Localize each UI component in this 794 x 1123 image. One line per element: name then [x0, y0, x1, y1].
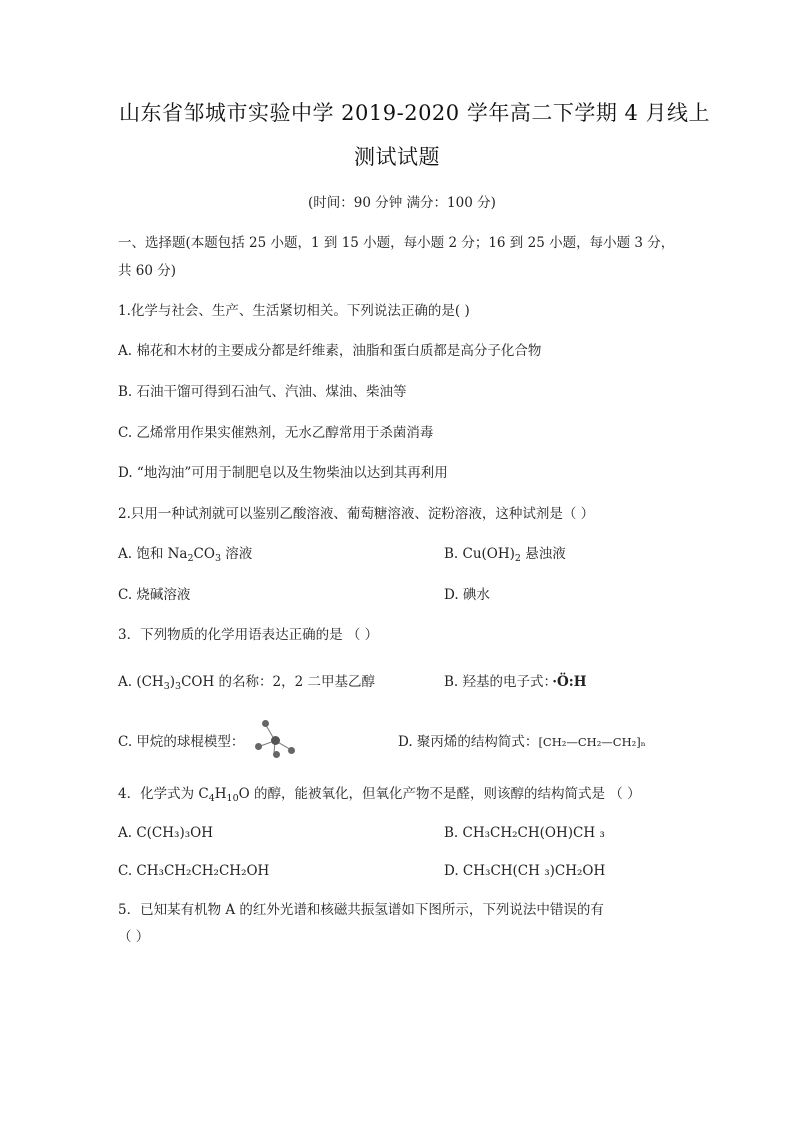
- question-1-stem: 1.化学与社会、生产、生活紧切相关。下列说法正确的是( ): [118, 303, 470, 319]
- question-2-option-b: B. $Cu(OH)_2$ 悬浊液: [444, 546, 566, 564]
- question-5-stem: 5．已知某有机物 A 的红外光谱和核磁共振氢谱如下图所示，下列说法中错误的有: [118, 902, 604, 918]
- question-1-option-a: A. 棉花和木材的主要成分都是纤维素，油脂和蛋白质都是高分子化合物: [118, 343, 542, 359]
- question-2-stem: 2.只用一种试剂就可以鉴别乙酸溶液、葡萄糖溶液、淀粉溶液，这种试剂是（ ）: [118, 506, 595, 522]
- question-1-option-d: D. “地沟油”可用于制肥皂以及生物柴油以达到其再利用: [118, 465, 448, 481]
- page-title: 山东省邹城市实验中学 2019-2020 学年高二下学期 4 月线上: [119, 101, 711, 125]
- section-heading-line2: 共 60 分): [118, 263, 177, 279]
- question-5-paren: （ ）: [118, 929, 150, 945]
- question-1-option-b: B. 石油干馏可得到石油气、汽油、煤油、柴油等: [118, 384, 407, 400]
- question-4-option-c: C. CH₃CH₂CH₂CH₂OH: [118, 863, 270, 879]
- question-4-option-d: D. CH₃CH(CH ₃)CH₂OH: [444, 863, 606, 879]
- question-3-stem: 3．下列物质的化学用语表达正确的是 （ ）: [118, 627, 379, 643]
- question-2-option-c: C. 烧碱溶液: [118, 587, 191, 603]
- question-4-stem: 4．化学式为 $C_4H_{10}O$ 的醇，能被氧化，但氧化产物不是醛，则该醇的结构简式是 （ ）: [118, 786, 641, 804]
- hydroxyl-electron-formula: ·Ö:H: [552, 674, 587, 690]
- question-4-option-b: B. CH₃CH₂CH(OH)CH ₃: [444, 825, 605, 841]
- question-3-option-d: D. 聚丙烯的结构简式：[CH₂—CH₂—CH₂]ₙ: [398, 734, 646, 750]
- question-2-option-a: A. 饱和 $Na_2CO_3$ 溶液: [118, 546, 253, 564]
- question-3-option-c: C. 甲烷的球棍模型：: [118, 734, 245, 750]
- polypropylene-formula: [CH₂—CH₂—CH₂]ₙ: [538, 735, 646, 749]
- question-4-option-a: A. C(CH₃)₃OH: [118, 825, 213, 841]
- question-3-option-a: A. $(CH_3)_3COH$ 的名称：2，2 二甲基乙醇: [118, 674, 376, 692]
- section-heading: 一、选择题(本题包括 25 小题，1 到 15 小题，每小题 2 分；16 到 25 小题，每小题 3 分，: [118, 235, 675, 251]
- question-3-option-b: B. 羟基的电子式： ·Ö:H: [444, 674, 587, 690]
- methane-ball-stick-model-icon: [252, 718, 302, 758]
- time-info: (时间：90 分钟 满分：100 分): [308, 195, 496, 211]
- question-2-option-d: D. 碘水: [444, 587, 490, 603]
- question-1-option-c: C. 乙烯常用作果实催熟剂，无水乙醇常用于杀菌消毒: [118, 425, 434, 441]
- page-title-line2: 测试试题: [354, 145, 440, 169]
